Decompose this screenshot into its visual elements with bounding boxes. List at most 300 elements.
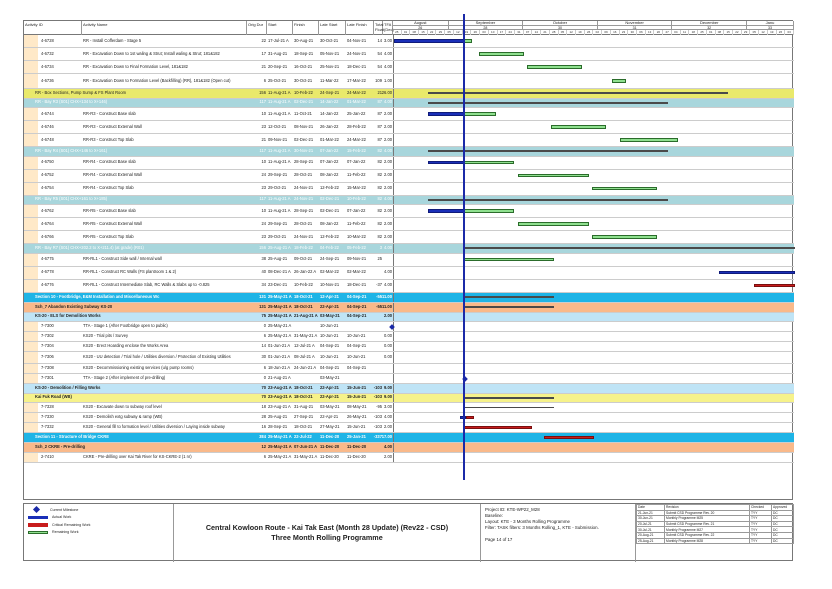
activity-row[interactable] xyxy=(24,231,794,244)
cell-dur: 131 xyxy=(259,293,266,299)
revision-app: DC xyxy=(772,510,794,516)
cell-finish: 02-Dec-21 xyxy=(294,136,314,142)
outline-indent xyxy=(24,374,38,383)
cell-finish: 18-Feb-22 xyxy=(294,244,313,250)
cell-lf xyxy=(346,374,374,383)
revision-row xyxy=(637,538,794,544)
activity-row[interactable] xyxy=(24,364,794,374)
cell-ls: 02-Mar-22 xyxy=(320,269,339,275)
gantt-cell xyxy=(393,205,794,217)
cell-tfa: 2.00 xyxy=(384,453,392,459)
col-late-finish[interactable]: Late Finish xyxy=(346,21,374,35)
cell-start: 29-Sep-21 xyxy=(268,172,288,178)
activity-row[interactable] xyxy=(24,453,794,463)
cell-name: TTA - Stage 1 (After Footbridge open to public) xyxy=(83,323,168,329)
cell-lf: 11-Feb-22 xyxy=(347,172,366,178)
group-row[interactable] xyxy=(24,394,794,404)
gantt-cell xyxy=(393,433,794,442)
cell-id: 4-6754 xyxy=(41,185,54,191)
cell-ls: 22-Apr-21 xyxy=(320,303,339,309)
day-tick: 05 xyxy=(559,30,568,35)
cell-ls: 10-Jun-21 xyxy=(320,323,339,329)
remaining-bar[interactable] xyxy=(464,112,496,115)
rev-header: Date xyxy=(637,505,665,511)
revision-rev: Submit CSD Programme Rev. 21 xyxy=(665,521,750,527)
day-tick: 10 xyxy=(489,30,498,35)
remaining-bar[interactable] xyxy=(592,187,657,190)
cell-id: 4-6766 xyxy=(41,233,54,239)
cell-tf xyxy=(374,374,383,383)
outline-indent xyxy=(24,231,38,243)
day-tick: 07 xyxy=(524,30,533,35)
day-tick: 19 xyxy=(576,30,585,35)
cell-tfa: 2.00 xyxy=(384,136,392,142)
revision-chk: TYY xyxy=(750,516,772,522)
cell-start: 08-Dec-21 A xyxy=(268,269,291,275)
activity-row[interactable] xyxy=(24,157,794,170)
cell-tf: 54 xyxy=(377,50,382,56)
activity-row[interactable] xyxy=(24,205,794,218)
day-tick: 19 xyxy=(463,30,472,35)
group-row[interactable] xyxy=(24,244,794,254)
col-orig-dur[interactable]: Orig Dur xyxy=(247,21,267,35)
cell-ls: 03-May-21 xyxy=(320,404,340,410)
cell-dur: 23 xyxy=(261,123,266,129)
remaining-bar[interactable] xyxy=(518,174,589,177)
group-row[interactable] xyxy=(24,89,794,99)
cell-start: 28-Sep-21 xyxy=(268,424,288,430)
activity-row[interactable] xyxy=(24,35,794,48)
day-tick: 28 xyxy=(550,30,559,35)
month-header: Janu xyxy=(747,21,794,26)
actual-bar[interactable] xyxy=(719,271,795,274)
cell-tfa: 3.00 xyxy=(384,37,392,43)
cell-name: RR - Bay R7 (S01) CHX+202.2 to X+211.4) (at grade) (R01) xyxy=(35,244,144,250)
cell-dur: 28 xyxy=(261,414,266,420)
day-tick: 22 xyxy=(428,30,437,35)
gantt-cell xyxy=(393,303,794,312)
gantt-cell xyxy=(393,280,794,292)
cell-name: KS20 - Erect Hoarding enclose the Works Area xyxy=(83,343,169,349)
activity-row[interactable] xyxy=(24,374,794,384)
cell-name: KS20 - Excavate down to subway roof level xyxy=(83,404,162,410)
gantt-cell xyxy=(393,196,794,205)
cell-tf: 82 xyxy=(377,147,382,153)
gantt-cell xyxy=(393,293,794,302)
cell-id: 7-7300 xyxy=(41,323,54,329)
cell-start: 17-Jul-21 A xyxy=(268,37,289,43)
cell-finish xyxy=(293,374,319,383)
cell-finish: 08-Nov-21 xyxy=(294,123,314,129)
actual-bar[interactable] xyxy=(394,39,464,42)
cell-tf: 14 xyxy=(377,37,382,43)
cell-finish: 10-Feb-22 xyxy=(294,89,313,95)
cell-start: 23-Dec-21 xyxy=(268,282,288,288)
cell-id: 4-6776 xyxy=(41,282,54,288)
cell-dur: 6 xyxy=(263,77,266,83)
activity-row[interactable] xyxy=(24,342,794,352)
group-row[interactable] xyxy=(24,303,794,313)
activity-row[interactable] xyxy=(24,48,794,61)
cell-ls: 07-Jan-22 xyxy=(320,147,339,153)
group-row[interactable] xyxy=(24,433,794,443)
cell-tfa: 0.00 xyxy=(384,354,392,360)
cell-id: 4-6746 xyxy=(41,123,54,129)
cell-tfa: 1.00 xyxy=(384,77,392,83)
remaining-bar[interactable] xyxy=(464,161,514,164)
cell-start: 25-May-21 A xyxy=(268,333,292,339)
cell-tf: 109 xyxy=(375,77,382,83)
activity-row[interactable] xyxy=(24,254,794,267)
cell-start: 20-Sep-21 xyxy=(268,63,288,69)
footer xyxy=(23,503,793,561)
cell-finish: 24-Nov-21 xyxy=(294,196,314,202)
summary-bar[interactable] xyxy=(464,306,554,308)
outline-indent xyxy=(24,342,38,351)
cell-tfa: 2.00 xyxy=(384,233,392,239)
outline-indent xyxy=(24,280,38,292)
activity-row[interactable] xyxy=(24,352,794,364)
outline-indent xyxy=(24,218,38,230)
cell-dur: 17 xyxy=(261,50,266,56)
cell-id: 4-6736 xyxy=(41,77,54,83)
cell-tfa: 3.00 xyxy=(384,404,392,410)
legend-item xyxy=(28,514,169,522)
cell-name: Sch_2 CKRE - Pre-drilling xyxy=(35,443,86,449)
cell-name: Sch_7 Abandon Existing Subway KS-20 xyxy=(35,303,113,309)
activity-row[interactable] xyxy=(24,218,794,231)
gantt-cell xyxy=(393,313,794,322)
cell-lf: 11-Feb-22 xyxy=(347,220,366,226)
day-tick: 01 xyxy=(707,30,716,35)
group-row[interactable] xyxy=(24,313,794,323)
col-activity-name[interactable]: Activity Name xyxy=(82,21,247,35)
cell-start: 11-Aug-21 A xyxy=(268,110,291,116)
remaining-bar[interactable] xyxy=(527,65,582,68)
remaining-bar[interactable] xyxy=(464,209,514,212)
cell-name: RR-RL1 - Construct RC Walls (FS plantroom 1 & 2) xyxy=(83,269,177,275)
day-tick: 26 xyxy=(777,30,786,35)
cell-tf: -55 xyxy=(376,303,382,309)
gantt-cell xyxy=(393,35,794,47)
group-row[interactable] xyxy=(24,99,794,109)
cell-start: 25-Aug-21 A xyxy=(268,244,291,250)
cell-tf: 3 xyxy=(379,244,382,250)
cell-ls: 08-Jan-22 xyxy=(320,172,339,178)
critical-bar[interactable] xyxy=(466,416,474,419)
cell-tfa: 2.00 xyxy=(384,110,392,116)
cell-lf: 01-Mar-22 xyxy=(347,99,366,105)
activity-row[interactable] xyxy=(24,134,794,147)
cell-start: 25-Aug-21 xyxy=(268,414,288,420)
critical-bar[interactable] xyxy=(754,284,795,287)
cell-finish: 10-Feb-22 xyxy=(294,282,313,288)
gantt-cell xyxy=(393,134,794,146)
actual-bar[interactable] xyxy=(428,112,464,115)
cell-ls: 04-Sep-21 xyxy=(320,343,340,349)
data-date-line xyxy=(463,14,465,480)
cell-tfa: 4.00 xyxy=(384,282,392,288)
critical-bar[interactable] xyxy=(544,436,594,439)
cell-start: 25-May-21 A xyxy=(268,323,292,329)
cell-start: 23-Aug-21 A xyxy=(268,404,291,410)
cell-start: 11-Aug-21 A xyxy=(268,159,291,165)
cell-name: RR - Excavation Down to 1st waling & Strut; Install waling & Strut; 181&182 xyxy=(83,50,220,56)
cell-name: RR-R4 - Construct Top Slab xyxy=(83,185,134,191)
cell-lf: 05-Feb-22 xyxy=(347,244,366,250)
outline-indent xyxy=(24,352,38,363)
cell-dur: 156 xyxy=(259,89,266,95)
cell-dur: 34 xyxy=(261,282,266,288)
cell-lf: 08-May-21 xyxy=(347,404,367,410)
cell-name: RR-R5 - Construct External Wall xyxy=(83,220,142,226)
actual-bar[interactable] xyxy=(428,161,464,164)
cell-tfa xyxy=(383,254,393,266)
revision-rev: Monthly Programme M28 xyxy=(665,538,750,544)
day-tick: 31 xyxy=(515,30,524,35)
actual-bar[interactable] xyxy=(428,209,464,212)
gantt-cell xyxy=(393,352,794,363)
gantt-cell xyxy=(393,170,794,182)
cell-lf: 07-Jan-22 xyxy=(347,207,366,213)
cell-name: RR-RL1 - Construct Side wall / Internal wall xyxy=(83,256,162,262)
cell-start: 25-May-21 A xyxy=(268,303,292,309)
remaining-bar[interactable] xyxy=(464,258,554,261)
revision-rev: Submit CSD Programme Rev. 22 xyxy=(665,532,750,538)
activity-row[interactable] xyxy=(24,322,794,332)
group-row[interactable] xyxy=(24,293,794,303)
cell-lf: 24-Mar-22 xyxy=(347,89,366,95)
cell-tfa: 2.00 xyxy=(384,172,392,178)
outline-indent xyxy=(24,254,38,266)
cell-finish: 31-May-21 A xyxy=(294,453,318,459)
cell-tfa: 9.00 xyxy=(384,384,392,390)
legend-item xyxy=(28,506,169,514)
col-activity-id[interactable]: Activity ID xyxy=(24,21,82,35)
cell-lf: 04-Sep-21 xyxy=(347,293,367,299)
gantt-cell xyxy=(393,332,794,341)
cell-tf: -37 xyxy=(376,282,382,288)
cell-lf: 10-Mar-22 xyxy=(347,233,366,239)
cell-name: RR-R4 - Construct Base slab xyxy=(83,159,136,165)
outline-indent xyxy=(24,322,38,331)
revision-rev: Submit CSD Programme Rev. 20 xyxy=(665,510,750,516)
cell-tfa: 4.00 xyxy=(384,269,392,275)
cell-id: 7-7302 xyxy=(41,333,54,339)
activity-row[interactable] xyxy=(24,267,794,280)
report-title: Central Kowloon Route - Kai Tak East (Month 28 Update) (Rev22 - CSD) xyxy=(205,523,449,532)
cell-tf: -103 xyxy=(373,414,382,420)
revision-date: 20-Aug-21 xyxy=(637,532,665,538)
rev-header: Checked xyxy=(750,505,772,511)
col-late-start[interactable]: Late Start xyxy=(319,21,346,35)
outline-indent xyxy=(24,157,38,169)
cell-finish: 18-Oct-21 xyxy=(294,384,313,390)
cell-finish: 18-Oct-21 xyxy=(294,293,313,299)
group-row[interactable] xyxy=(24,196,794,206)
cell-ls: 03-May-21 xyxy=(320,375,340,381)
cell-lf: 18-Dec-21 xyxy=(347,63,367,69)
group-row[interactable] xyxy=(24,147,794,157)
month-header: December xyxy=(672,21,747,26)
col-start[interactable]: Start xyxy=(267,21,293,35)
cell-finish: 18-Sep-21 xyxy=(294,50,314,56)
gantt-cell xyxy=(393,364,794,373)
cell-tfa: 2.00 xyxy=(384,424,392,430)
cell-lf: 24-Mar-22 xyxy=(347,136,366,142)
revision-date: 30-Jul-21 xyxy=(637,527,665,533)
cell-ls: 26-Jan-22 xyxy=(320,123,339,129)
gantt-cell xyxy=(393,61,794,73)
cell-name: KS20 - Demolish extg subway & ramp (WB) xyxy=(83,414,163,420)
summary-bar[interactable] xyxy=(464,247,795,249)
activity-row[interactable] xyxy=(24,121,794,134)
title-block xyxy=(174,504,481,562)
cell-tf: -95 xyxy=(376,404,382,410)
cell-id: 4-6775 xyxy=(41,256,54,262)
cell-tfa: 2.00 xyxy=(384,185,392,191)
revision-chk: TYY xyxy=(750,510,772,516)
cell-start: 18-Jun-21 A xyxy=(268,365,291,371)
gantt-cell xyxy=(393,147,794,156)
remaining-bar[interactable] xyxy=(592,235,657,238)
day-tick: 14 xyxy=(533,30,542,35)
activity-row[interactable] xyxy=(24,332,794,342)
cell-dur: 0 xyxy=(263,323,266,329)
cell-lf: 11-Dec-20 xyxy=(347,453,366,459)
cell-dur: 6 xyxy=(263,365,266,371)
cell-lf: 25-Jan-22 xyxy=(347,110,366,116)
cell-finish: 09-Oct-21 xyxy=(294,256,313,262)
cell-tf xyxy=(374,342,383,351)
cell-ls: 22-Apr-21 xyxy=(320,394,339,400)
remaining-bar[interactable] xyxy=(464,39,472,42)
outline-indent xyxy=(24,108,38,120)
cell-finish: 28-Sep-21 xyxy=(294,207,314,213)
critical-work-swatch xyxy=(28,523,48,527)
cell-finish: 28-Oct-21 xyxy=(294,220,313,226)
group-row[interactable] xyxy=(24,443,794,453)
cell-tfa: 11.00 xyxy=(381,303,392,309)
legend-item xyxy=(28,529,169,537)
cell-ls: 02-Dec-21 xyxy=(320,207,340,213)
activity-row[interactable] xyxy=(24,170,794,183)
day-tick: 08 xyxy=(410,30,419,35)
activity-row[interactable] xyxy=(24,403,794,413)
cell-tfa: 9.00 xyxy=(384,394,392,400)
remaining-bar[interactable] xyxy=(518,222,589,225)
remaining-bar[interactable] xyxy=(620,138,678,141)
outline-indent xyxy=(24,121,38,133)
cell-lf: 04-Nov-21 xyxy=(347,37,367,43)
week-header: 33 xyxy=(747,26,794,31)
remaining-bar[interactable] xyxy=(612,79,626,82)
col-finish[interactable]: Finish xyxy=(293,21,319,35)
cell-dur: 156 xyxy=(259,244,266,250)
week-header: 32 xyxy=(672,26,747,31)
day-tick: 04 xyxy=(672,30,681,35)
col-total-float[interactable]: Total Float xyxy=(374,21,383,35)
cell-tf: 87 xyxy=(377,136,382,142)
group-row[interactable] xyxy=(24,384,794,394)
cell-dur: 10 xyxy=(261,207,266,213)
col-tfa[interactable]: TFA (Dec) xyxy=(383,21,393,35)
project-info xyxy=(481,504,636,562)
remaining-bar[interactable] xyxy=(479,52,524,55)
cell-id: 4-6750 xyxy=(41,159,54,165)
cell-tfa: 2.00 xyxy=(384,313,392,319)
cell-start: 25-May-21 A xyxy=(268,443,292,449)
cell-tfa xyxy=(383,364,393,373)
milestone-icon xyxy=(33,506,40,513)
week-header: 31 xyxy=(598,26,673,31)
cell-lf: 15-Feb-22 xyxy=(347,147,366,153)
summary-bar[interactable] xyxy=(464,407,554,409)
filter-name: Filter: TASK filters: 3 Months Rolling_1, KTE - Submission. xyxy=(485,525,599,530)
cell-lf: 26-May-21 xyxy=(347,414,367,420)
cell-finish: 18-Oct-21 xyxy=(294,394,313,400)
cell-tfa: 0.00 xyxy=(384,343,392,349)
summary-bar[interactable] xyxy=(464,296,554,298)
cell-lf: 02-Mar-22 xyxy=(347,269,366,275)
summary-bar[interactable] xyxy=(464,397,554,399)
revision-date: 21-Jun-21 xyxy=(637,510,665,516)
gantt-cell xyxy=(393,48,794,60)
cell-dur: 12 xyxy=(261,443,266,449)
cell-tf: 82 xyxy=(377,185,382,191)
cell-name: RR-R5 - Construct Base slab xyxy=(83,207,136,213)
cell-finish: 24-Nov-21 xyxy=(294,185,314,191)
gantt-cell xyxy=(393,89,794,98)
cell-tf: 82 xyxy=(377,207,382,213)
cell-lf: 15-Mar-22 xyxy=(347,185,366,191)
critical-bar[interactable] xyxy=(464,426,532,429)
cell-start: 11-Aug-21 A xyxy=(268,196,291,202)
outline-indent xyxy=(24,413,38,422)
remaining-bar[interactable] xyxy=(551,125,606,128)
activity-row[interactable] xyxy=(24,413,794,423)
week-header: 30 xyxy=(523,26,598,31)
cell-dur: 117 xyxy=(259,196,266,202)
day-tick: 29 xyxy=(742,30,751,35)
activity-row[interactable] xyxy=(24,423,794,433)
activity-row[interactable] xyxy=(24,108,794,121)
activity-row[interactable] xyxy=(24,280,794,293)
cell-ls: 24-Sep-21 xyxy=(320,89,340,95)
cell-lf: 10-Feb-22 xyxy=(347,196,366,202)
day-tick: 23 xyxy=(620,30,629,35)
activity-row[interactable] xyxy=(24,183,794,196)
summary-bar[interactable] xyxy=(428,92,728,94)
day-tick: 01 xyxy=(402,30,411,35)
cell-ls: 25-Nov-21 xyxy=(320,63,340,69)
cell-ls: 12-Apr-21 xyxy=(320,293,339,299)
cell-ls: 08-Jan-22 xyxy=(320,220,339,226)
activity-row[interactable] xyxy=(24,74,794,89)
gantt-cell xyxy=(393,157,794,169)
cell-ls: 11-Dec-20 xyxy=(320,434,340,440)
cell-tfa: 4.00 xyxy=(384,414,392,420)
cell-name: RR-R5 - Construct Top Slab xyxy=(83,233,134,239)
cell-id: 4-6728 xyxy=(41,37,54,43)
revision-app: DC xyxy=(772,532,794,538)
month-header: October xyxy=(523,21,598,26)
cell-tf xyxy=(374,352,383,363)
cell-dur: 70 xyxy=(261,394,266,400)
outline-indent xyxy=(24,267,38,279)
activity-row[interactable] xyxy=(24,61,794,74)
layout-name: Layout: KTE - 3 Months Rolling Programme xyxy=(485,519,570,524)
